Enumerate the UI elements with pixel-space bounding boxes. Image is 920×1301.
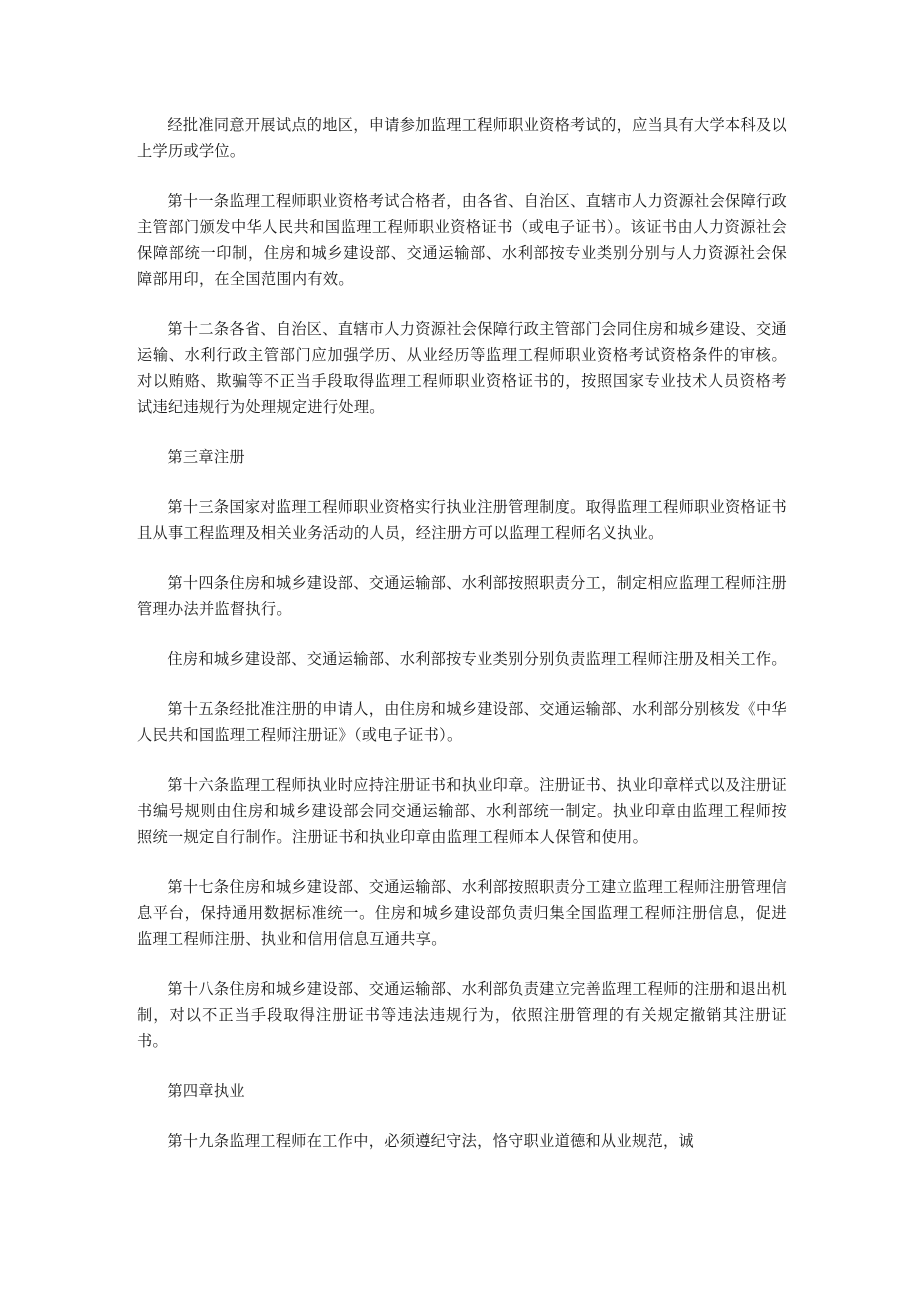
paragraph-article-11: 第十一条监理工程师职业资格考试合格者，由各省、自治区、直辖市人力资源社会保障行政主管部门颁发中华人民共和国监理工程师职业资格证书（或电子证书）。该证书由人力资源社会保障部统一印制，住房和城乡建设部、交通运输部、水利部按专业类别分别与人力资源社会保障部用印，在全国范围内有效。 — [137, 192, 787, 288]
paragraph-article-17: 第十七条住房和城乡建设部、交通运输部、水利部按照职责分工建立监理工程师注册管理信息平台，保持通用数据标准统一。住房和城乡建设部负责归集全国监理工程师注册信息，促进监理工程师注册、执业和信用信息互通共享。 — [137, 878, 787, 948]
paragraph-article-16: 第十六条监理工程师执业时应持注册证书和执业印章。注册证书、执业印章样式以及注册证书编号规则由住房和城乡建设部会同交通运输部、水利部统一制定。执业印章由监理工程师按照统一规定自行制作。注册证书和执业印章由监理工程师本人保管和使用。 — [137, 776, 787, 846]
paragraph-article-14: 第十四条住房和城乡建设部、交通运输部、水利部按照职责分工，制定相应监理工程师注册管理办法并监督执行。 — [137, 574, 787, 618]
paragraph-article-15: 第十五条经批准注册的申请人，由住房和城乡建设部、交通运输部、水利部分别核发《中华人民共和国监理工程师注册证》（或电子证书）。 — [137, 700, 787, 744]
paragraph-article-13: 第十三条国家对监理工程师职业资格实行执业注册管理制度。取得监理工程师职业资格证书且从事工程监理及相关业务活动的人员，经注册方可以监理工程师名义执业。 — [137, 498, 787, 542]
paragraph-article-18: 第十八条住房和城乡建设部、交通运输部、水利部负责建立完善监理工程师的注册和退出机制，对以不正当手段取得注册证书等违法违规行为，依照注册管理的有关规定撤销其注册证书。 — [137, 980, 787, 1050]
paragraph-registration-duty: 住房和城乡建设部、交通运输部、水利部按专业类别分别负责监理工程师注册及相关工作。 — [167, 650, 787, 668]
paragraph-article-19: 第十九条监理工程师在工作中，必须遵纪守法，恪守职业道德和从业规范，诚 — [167, 1132, 694, 1150]
chapter-heading-3: 第三章注册 — [167, 448, 245, 466]
paragraph-article-12: 第十二条各省、自治区、直辖市人力资源社会保障行政主管部门会同住房和城乡建设、交通运输、水利行政主管部门应加强学历、从业经历等监理工程师职业资格考试资格条件的审核。对以贿赂、欺骗等不正当手段取得监理工程师职业资格证书的，按照国家专业技术人员资格考试违纪违规行为处理规定进行处理。 — [137, 320, 787, 416]
chapter-heading-4: 第四章执业 — [167, 1082, 245, 1100]
document-page — [137, 112, 787, 1178]
paragraph-1: 经批准同意开展试点的地区，申请参加监理工程师职业资格考试的，应当具有大学本科及以上学历或学位。 — [137, 116, 787, 160]
